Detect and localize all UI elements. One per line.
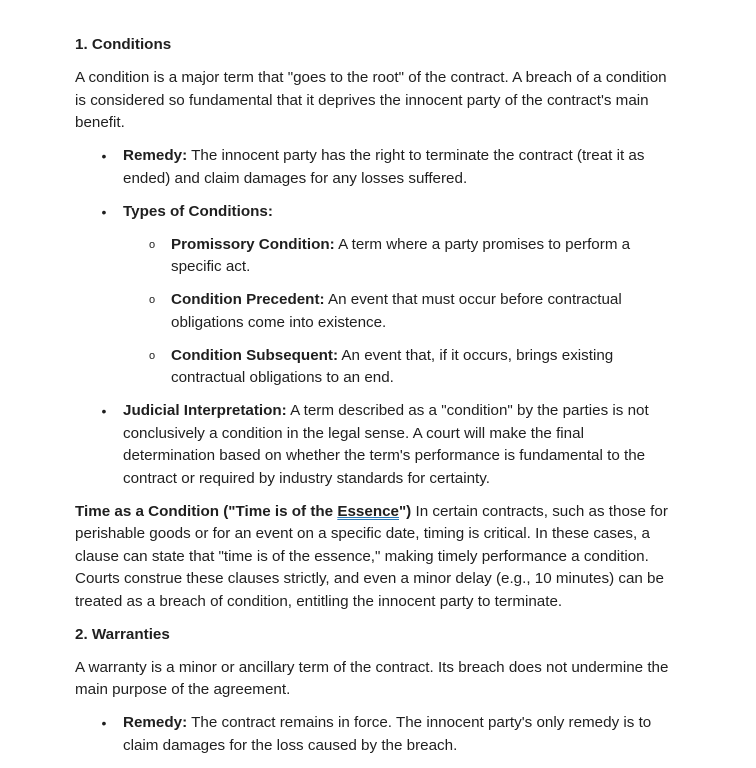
conditions-intro: A condition is a major term that "goes to the root" of the contract. A breach of a condition is considered so fundamental that it deprives the innocent party of the contract's main benefit. (75, 69, 667, 131)
sublist-item-promissory (123, 234, 680, 279)
subsequent-label: Condition Subsequent: (171, 346, 339, 364)
list-item-remedy (75, 145, 680, 190)
bullet-icon (99, 400, 109, 423)
list-item-judicial (75, 400, 680, 490)
precedent-label: Condition Precedent: (171, 291, 325, 308)
remedy-label: Remedy: (123, 147, 188, 164)
subsequent-text: An event that, if it occurs, brings existing contractual obligations to an end. (171, 346, 614, 386)
document-page (75, 34, 680, 768)
list-item-warranty-remedy (75, 712, 680, 757)
time-text: In certain contracts, such as those for perishable goods or for an event on a specific date, timing is critical. In these cases, a clause can state that "time is of the essence," making timely performance a condition. Courts construe these clauses strictly, and even a minor delay (e.g., 10 minutes) can be treated as a breach of condition, entitling the innocent party to terminate. (75, 502, 668, 610)
judicial-label: Judicial Interpretation: (123, 402, 287, 419)
conditions-list (75, 145, 680, 490)
circle-bullet-icon (147, 289, 157, 312)
promissory-label: Promissory Condition: (171, 235, 335, 253)
sublist-item-subsequent (123, 345, 680, 390)
judicial-text: A term described as a "condition" by the parties is not conclusively a condition in the legal sense. A court will make the final determination based on whether the term's performance is fundamental to the contract or required by industry standards for certainty. (123, 402, 649, 487)
warranties-intro: A warranty is a minor or ancillary term of the contract. Its breach does not undermine the main purpose of the agreement. (75, 658, 669, 698)
circle-bullet-icon (147, 234, 157, 257)
essence-word: Essence (337, 502, 399, 520)
time-label (75, 503, 411, 520)
bullet-icon (99, 201, 109, 224)
remedy-text: The innocent party has the right to terminate the contract (treat it as ended) and claim damages for any losses suffered. (123, 147, 645, 187)
time-paragraph (75, 501, 680, 614)
bullet-icon (99, 145, 109, 168)
promissory-text: A term where a party promises to perform a specific act. (171, 235, 631, 275)
time-label-suffix: ") (398, 502, 412, 520)
sublist-item-precedent (123, 289, 680, 334)
precedent-text: An event that must occur before contractual obligations come into existence. (171, 291, 622, 331)
types-sublist (123, 234, 680, 390)
time-label-prefix: Time as a Condition ("Time is of the (75, 502, 338, 520)
warranty-remedy-label: Remedy: (123, 714, 188, 731)
list-item-types (75, 201, 680, 390)
warranties-list (75, 712, 680, 757)
types-label: Types of Conditions: (123, 202, 273, 220)
warranties-heading: 2. Warranties (75, 625, 170, 643)
bullet-icon (99, 712, 109, 735)
conditions-heading: 1. Conditions (75, 36, 172, 53)
warranty-remedy-text: The contract remains in force. The innocent party's only remedy is to claim damages for the loss caused by the breach. (123, 714, 652, 754)
circle-bullet-icon (147, 345, 157, 368)
